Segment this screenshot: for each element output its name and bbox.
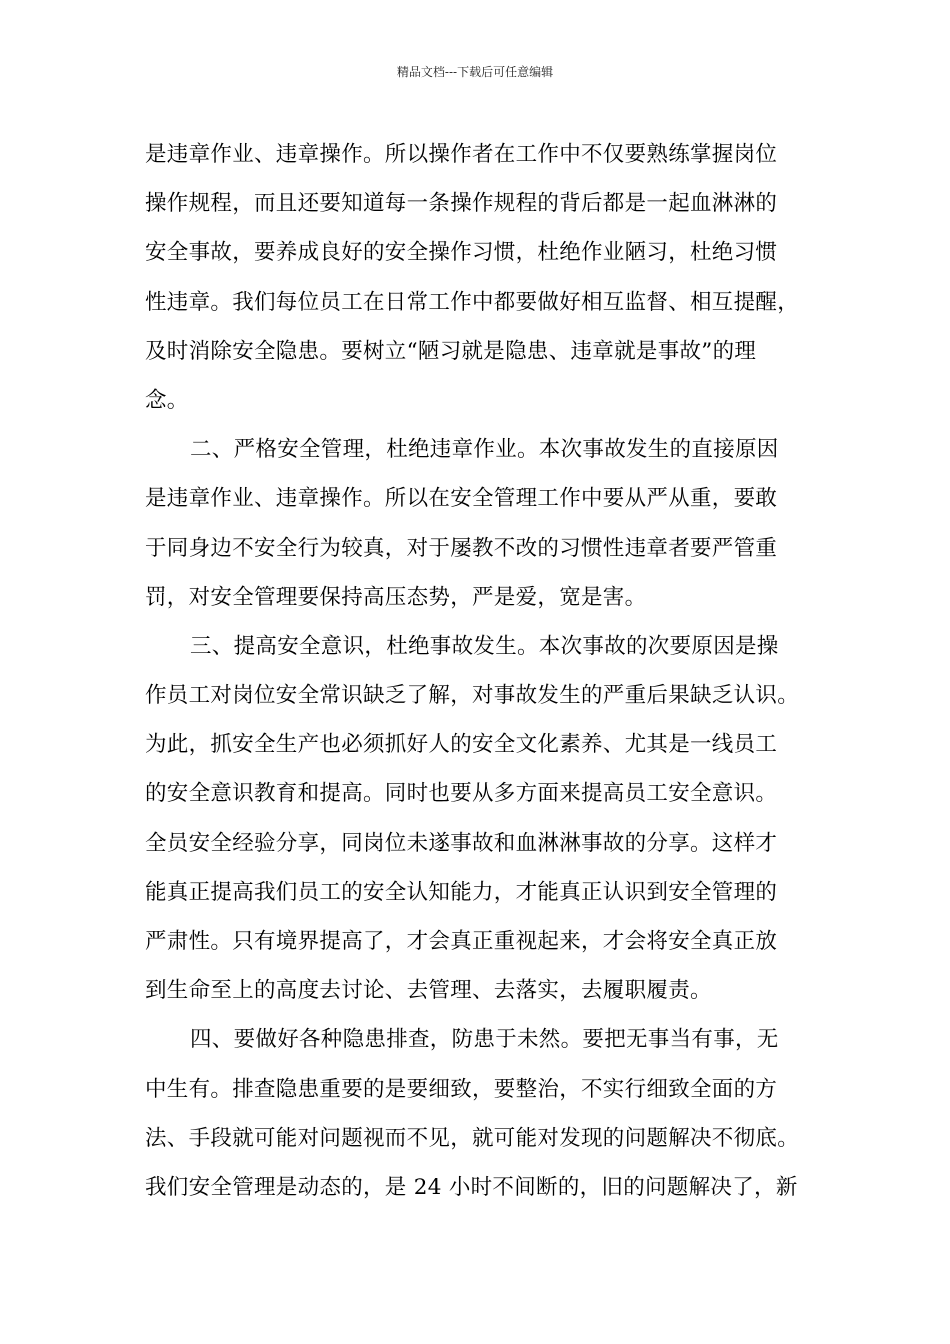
- paragraph-section-three: [145, 622, 820, 1016]
- text-line: 的安全意识教育和提高。同时也要从多方面来提高员工安全意识。: [145, 781, 778, 807]
- paragraph-section-two: [145, 425, 820, 622]
- text-line: 我们安全管理是动态的，是 24 小时不间断的，旧的问题解决了，新: [145, 1174, 798, 1200]
- text-line: 于同身边不安全行为较真，对于屡教不改的习惯性违章者要严管重: [145, 535, 778, 561]
- text-line: 中生有。排查隐患重要的是要细致，要整治，不实行细致全面的方: [145, 1076, 778, 1102]
- text-line: 罚，对安全管理要保持高压态势，严是爱，宽是害。: [145, 584, 647, 610]
- document-body: [145, 130, 820, 1212]
- text-line: 及时消除安全隐患。要树立“陋习就是隐患、违章就是事故”的理: [145, 338, 757, 364]
- text-line: 作员工对岗位安全常识缺乏了解，对事故发生的严重后果缺乏认识。: [145, 683, 800, 709]
- paragraph-continuation: [145, 130, 820, 425]
- text-line: 能真正提高我们员工的安全认知能力，才能真正认识到安全管理的: [145, 879, 778, 905]
- text-line: 二、严格安全管理，杜绝违章作业。本次事故发生的直接原因: [190, 437, 779, 463]
- text-line: 到生命至上的高度去讨论、去管理、去落实，去履职履责。: [145, 978, 712, 1004]
- text-line: 为此，抓安全生产也必须抓好人的安全文化素养、尤其是一线员工: [145, 732, 778, 758]
- text-line: 严肃性。只有境界提高了，才会真正重视起来，才会将安全真正放: [145, 929, 778, 954]
- text-line: 全员安全经验分享，同岗位未遂事故和血淋淋事故的分享。这样才: [145, 830, 778, 856]
- page-header: 精品文档---下载后可任意编辑: [396, 65, 554, 79]
- text-line: 法、手段就可能对问题视而不见，就可能对发现的问题解决不彻底。: [145, 1125, 800, 1151]
- text-line: 四、要做好各种隐患排查，防患于未然。要把无事当有事，无: [190, 1027, 779, 1053]
- text-line: 念。: [145, 387, 189, 413]
- text-line: 是违章作业、违章操作。所以在安全管理工作中要从严从重，要敢: [145, 486, 778, 512]
- text-line: 安全事故，要养成良好的安全操作习惯，杜绝作业陋习，杜绝习惯: [145, 240, 778, 266]
- text-line: 三、提高安全意识，杜绝事故发生。本次事故的次要原因是操: [190, 633, 779, 659]
- text-line: 操作规程，而且还要知道每一条操作规程的背后都是一起血淋淋的: [145, 191, 778, 217]
- text-line: 性违章。我们每位员工在日常工作中都要做好相互监督、相互提醒，: [145, 289, 800, 315]
- text-line: 是违章作业、违章操作。所以操作者在工作中不仅要熟练掌握岗位: [145, 142, 778, 167]
- paragraph-section-four: [145, 1015, 820, 1212]
